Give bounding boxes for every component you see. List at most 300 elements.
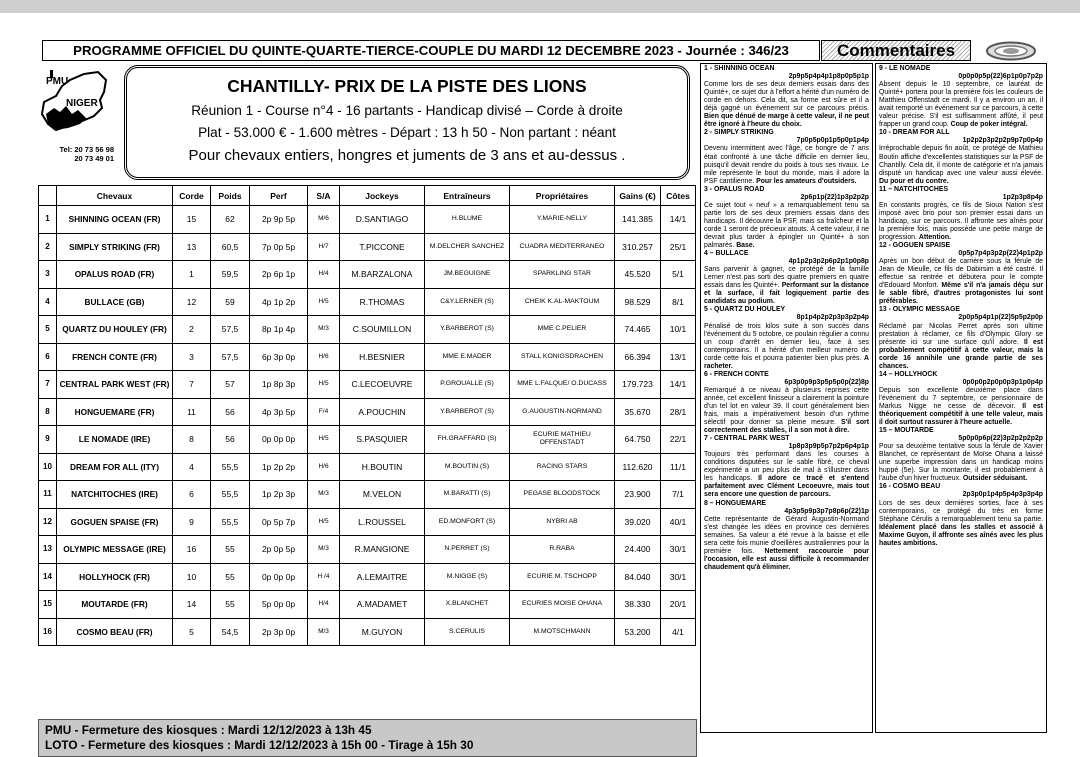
draw: 5	[173, 618, 211, 646]
draw: 14	[173, 591, 211, 619]
earnings: 23.900	[615, 481, 661, 509]
comment-verdict: Coup de poker intégral.	[950, 121, 1028, 129]
comment-entry	[704, 306, 869, 370]
comment-form-string: 7p0p5p0p1p5p0p1p4p	[796, 137, 869, 145]
earnings: 66.394	[615, 343, 661, 371]
recent-form: 4p 1p 2p	[250, 288, 308, 316]
weight: 57,5	[211, 316, 250, 344]
runners-table	[38, 185, 696, 646]
weight: 59,5	[211, 261, 250, 289]
table-row	[39, 316, 696, 344]
owner: ECURIE MATHIEU OFFENSTADT	[510, 426, 615, 454]
owner: MME L.FALQUE/ O.DUCASS	[510, 371, 615, 399]
trainer: MME E.MADER	[425, 343, 510, 371]
comment-entry	[879, 129, 1043, 185]
trainer: Y.BARBEROT (S)	[425, 316, 510, 344]
odds: 30/1	[661, 563, 696, 591]
runner-number: 2	[39, 233, 57, 261]
jockey: A.LEMAITRE	[340, 563, 425, 591]
comment-form-string: 2p6p1p(22)1p3p2p2p	[800, 193, 869, 201]
col-corde-header: Corde	[173, 186, 211, 206]
race-conditions: Plat - 53.000 € - 1.600 mètres - Départ : 13 h 50 - Non partant : néant	[198, 125, 616, 140]
table-row	[39, 371, 696, 399]
comment-horse-name: 11 – NATCHITOCHES	[879, 185, 949, 193]
odds: 14/1	[661, 371, 696, 399]
recent-form: 4p 3p 5p	[250, 398, 308, 426]
comment-horse-name: 9 - LE NOMADE	[879, 65, 931, 72]
comment-form-string: 1p2p2p3p2p2p9p7p0p4p	[962, 137, 1043, 145]
sex-age: H/7	[308, 233, 340, 261]
recent-form: 1p 2p 2p	[250, 453, 308, 481]
horse-name: SIMPLY STRIKING (FR)	[57, 233, 173, 261]
comment-text: Réclamé par Nicolas Perret après son ultime prestation à réclamer, ce fils d'Olympic Glory se présente ici sur une surface qu'il adore.	[879, 322, 1043, 346]
comment-horse-name: 5 - QUARTZ DU HOULEY	[704, 306, 786, 314]
col-chevaux-header: Chevaux	[57, 186, 173, 206]
recent-form: 0p 0p 0p	[250, 563, 308, 591]
comment-verdict: Base.	[736, 242, 755, 250]
odds: 25/1	[661, 233, 696, 261]
jockey: M.BARZALONA	[340, 261, 425, 289]
comment-form-string: 4p3p5p9p3p7p8p6p(22)1p	[784, 507, 869, 515]
runner-number: 14	[39, 563, 57, 591]
table-row	[39, 206, 696, 234]
weight: 55,5	[211, 453, 250, 481]
trainer: C&Y.LERNER (S)	[425, 288, 510, 316]
trainer: P.GROUALLE (S)	[425, 371, 510, 399]
draw: 6	[173, 481, 211, 509]
earnings: 310.257	[615, 233, 661, 261]
runner-number: 1	[39, 206, 57, 234]
comment-verdict: Bien que dénué de marge à cette valeur, il ne peut être ignoré à l'heure du choix.	[704, 113, 869, 129]
recent-form: 2p 0p 5p	[250, 536, 308, 564]
comment-form-string: 2p9p5p4p4p1p8p0p5p1p	[788, 73, 869, 81]
odds: 10/1	[661, 316, 696, 344]
comment-horse-name: 10 - DREAM FOR ALL	[879, 129, 950, 137]
comment-entry	[879, 306, 1043, 370]
sex-age: H/5	[308, 371, 340, 399]
comment-verdict: S'il sort correctement des stalles, il a son mot à dire.	[704, 419, 869, 435]
odds: 28/1	[661, 398, 696, 426]
draw: 3	[173, 343, 211, 371]
comment-text: Comme lors de ses deux derniers essais dans des Quinté+, ce sujet dur à l'effort a hérité d'un numéro de corde en dehors. Cela dit, sa forme est sûre et il a déjà gagné un événement sur ce parcours précis.	[704, 81, 869, 113]
recent-form: 7p 0p 5p	[250, 233, 308, 261]
runner-number: 16	[39, 618, 57, 646]
weight: 57	[211, 371, 250, 399]
comment-form-string: 2p3p0p1p4p5p4p3p3p4p	[962, 491, 1043, 499]
trainer: H.BLUME	[425, 206, 510, 234]
niger-map-icon	[40, 66, 114, 144]
weight: 55,5	[211, 508, 250, 536]
weight: 60,5	[211, 233, 250, 261]
table-row	[39, 426, 696, 454]
trainer: FH.GRAFFARD (S)	[425, 426, 510, 454]
earnings: 53.200	[615, 618, 661, 646]
comment-form-string: 1p2p3p8p4p	[1002, 193, 1043, 201]
earnings: 74.465	[615, 316, 661, 344]
trainer: M.DELCHER SANCHEZ	[425, 233, 510, 261]
table-row	[39, 288, 696, 316]
comment-verdict: Performant sur la distance et la surface, il fait logiquement partie des candidats au podium.	[704, 282, 869, 306]
trainer: JM.BEGUIGNE	[425, 261, 510, 289]
table-row	[39, 563, 696, 591]
comment-horse-name: 2 - SIMPLY STRIKING	[704, 129, 774, 137]
earnings: 84.040	[615, 563, 661, 591]
comment-text: Lors de ses deux dernières sorties, face à ses contemporains, ce protégé du très en forme Stéphane Cérulis a remarquablement tenu sa partie.	[879, 499, 1043, 523]
table-row	[39, 398, 696, 426]
odds: 20/1	[661, 591, 696, 619]
recent-form: 0p 0p 0p	[250, 426, 308, 454]
table-row	[39, 233, 696, 261]
comment-verdict: Outsider séduisant.	[962, 475, 1028, 483]
trainer: X.BLANCHET	[425, 591, 510, 619]
comments-column-2	[875, 63, 1047, 733]
horse-name: QUARTZ DU HOULEY (FR)	[57, 316, 173, 344]
recent-form: 5p 0p 0p	[250, 591, 308, 619]
comment-entry	[704, 435, 869, 499]
draw: 15	[173, 206, 211, 234]
runner-number: 4	[39, 288, 57, 316]
trainer: M.BARATTI (S)	[425, 481, 510, 509]
jockey: R.THOMAS	[340, 288, 425, 316]
comment-horse-name: 1 - SHINNING OCEAN	[704, 65, 775, 72]
jockey: S.PASQUIER	[340, 426, 425, 454]
jockey: M.VELON	[340, 481, 425, 509]
sex-age: M/3	[308, 316, 340, 344]
owner: M.MOTSCHMANN	[510, 618, 615, 646]
draw: 11	[173, 398, 211, 426]
weight: 55	[211, 536, 250, 564]
recent-form: 0p 5p 7p	[250, 508, 308, 536]
comment-verdict: Il est théoriquement compétitif à une telle valeur, mais il doit surtout rassurer à l'heure actuelle.	[879, 402, 1044, 427]
comment-text: En constants progrès, ce fils de Sioux Nation s'est imposé avec brio pour son premier essai dans un handicap, sur ce parcours. Il affronte ses aînés pour la première fois, mais possède une petite marge de progression.	[879, 201, 1043, 241]
sex-age: H /4	[308, 563, 340, 591]
sex-age: H/5	[308, 426, 340, 454]
trainer: M.BOUTIN (S)	[425, 453, 510, 481]
horse-name: OLYMPIC MESSAGE (IRE)	[57, 536, 173, 564]
comment-form-string: 6p3p0p9p3p5p5p0p(22)8p	[784, 378, 869, 386]
runner-number: 6	[39, 343, 57, 371]
runner-number: 8	[39, 398, 57, 426]
top-gray-bar	[0, 0, 1080, 13]
race-title: CHANTILLY- PRIX DE LA PISTE DES LIONS	[227, 76, 587, 96]
weight: 55	[211, 591, 250, 619]
earnings: 24.400	[615, 536, 661, 564]
comment-form-string: 2p0p5p4p1p(22)5p5p2p0p	[958, 314, 1043, 322]
runner-number: 15	[39, 591, 57, 619]
comment-text: Pénalisé de trois kilos suite à son succès dans l'événement du 5 octobre, ce poulain régulier a connu un coup d'arrêt en dernier lieu, face à ses contemporains. Il a hérité d'un meilleur numéro de corde cette fois et pourra patienter bien plus près.	[704, 322, 869, 362]
comment-text: Absent depuis le 10 septembre, ce lauréat de Quinté+ portera pour la première fois les couleurs de Matthieu Offenstadt ce mardi. Il y a environ un an, il avait remporté un événement sur ce parcours, à cette valeur précise. S'il est suffisamment affûté, il peut frapper un grand coup.	[879, 81, 1043, 129]
phone-numbers	[42, 145, 114, 163]
table-row	[39, 481, 696, 509]
horse-name: HONGUEMARE (FR)	[57, 398, 173, 426]
trainer: S.CERULIS	[425, 618, 510, 646]
commentaires-title: Commentaires	[836, 41, 956, 60]
horse-name: NATCHITOCHES (IRE)	[57, 481, 173, 509]
runner-number: 13	[39, 536, 57, 564]
owner: NYBRI AB	[510, 508, 615, 536]
owner: G.AUGUSTIN-NORMAND	[510, 398, 615, 426]
col-gains-header: Gains (€)	[615, 186, 661, 206]
trainer: M.NIGGE (S)	[425, 563, 510, 591]
col-entraineurs-header: Entraîneurs	[425, 186, 510, 206]
horse-name: BULLACE (GB)	[57, 288, 173, 316]
recent-form: 1p 8p 3p	[250, 371, 308, 399]
comment-text: Pour sa deuxième tentative sous la férule de Xavier Blanchet, ce représentant de Moïse Ohana a laissé une superbe impression dans un handicap moins huppé (5e). Sur la montante, il est probablement à l'aube d'un hiver fructueux.	[879, 443, 1043, 483]
horse-name: DREAM FOR ALL (ITY)	[57, 453, 173, 481]
phone-2: 20 73 49 01	[74, 154, 114, 163]
draw: 7	[173, 371, 211, 399]
owner: STALL KONIGSDRACHEN	[510, 343, 615, 371]
earnings: 35.670	[615, 398, 661, 426]
table-row	[39, 343, 696, 371]
comment-verdict: Nettement raccourcie pour l'occasion, elle est aussi difficile à recommander chaudement qu'à éliminer.	[704, 547, 869, 571]
weight: 56	[211, 426, 250, 454]
jockey: A.MADAMET	[340, 591, 425, 619]
race-eligibility: Pour chevaux entiers, hongres et juments de 3 ans et au-dessus .	[188, 147, 626, 164]
table-row	[39, 261, 696, 289]
comment-entry	[704, 186, 869, 250]
comment-verdict: Même s'il n'a jamais déçu sur le sable fibré, d'autres protagonistes lui sont préférables.	[879, 282, 1044, 306]
trainer: N.PERRET (S)	[425, 536, 510, 564]
earnings: 141.385	[615, 206, 661, 234]
trainer: Y.BARBEROT (S)	[425, 398, 510, 426]
comment-horse-name: 7 - CENTRAL PARK WEST	[704, 435, 790, 443]
trainer: ED.MONFORT (S)	[425, 508, 510, 536]
earnings: 38.330	[615, 591, 661, 619]
jockey: C.SOUMILLON	[340, 316, 425, 344]
col-cotes-header: Côtes	[661, 186, 696, 206]
program-title: PROGRAMME OFFICIEL DU QUINTE-QUARTE-TIERCE-COUPLE DU MARDI 12 DECEMBRE 2023 - Journée : 346/23	[42, 40, 820, 61]
pmu-niger-logo	[40, 66, 114, 144]
comments-column-1	[700, 63, 873, 733]
weight: 59	[211, 288, 250, 316]
comment-entry	[704, 371, 869, 435]
kiosk-closing-info	[38, 719, 697, 757]
horse-name: MOUTARDE (FR)	[57, 591, 173, 619]
comment-form-string: 0p5p7p4p3p2p(22)4p1p2p	[958, 250, 1043, 258]
comment-horse-name: 3 - OPALUS ROAD	[704, 185, 765, 193]
earnings: 45.520	[615, 261, 661, 289]
comment-verdict: Du pour et du contre.	[879, 177, 949, 185]
earnings: 179.723	[615, 371, 661, 399]
draw: 1	[173, 261, 211, 289]
sex-age: M/3	[308, 536, 340, 564]
table-row	[39, 453, 696, 481]
comment-horse-name: 8 – HONGUEMARE	[704, 499, 767, 507]
comment-text: Toujours très performant dans les courses à conditions disputées sur le sable fibré, ce cheval expérimenté a un peu plus de mal à s'illustrer dans les handicaps.	[704, 451, 869, 483]
comment-text: Devenu intermittent avec l'âge, ce hongre de 7 ans était confronté à une tâche difficile en dernier lieu, puisqu'il devait rendre du poids à tous ses rivaux. Le mile représente le bout du monde, mais il adore la PSF cantilienne.	[704, 145, 869, 185]
comment-form-string: 0p0p0p2p0p0p3p1p0p4p	[962, 378, 1043, 386]
comment-text: Ce sujet tout « neuf » a remarquablement tenu sa partie lors de ses deux premiers essais dans des handicaps. Il découvre la PSF, mais sa fraîcheur et la corde 1 seront de précieux atouts. À cette valeur, il ne devrait plus tarder à épingler un Quinté+ à son palmarès.	[704, 201, 869, 250]
odds: 22/1	[661, 426, 696, 454]
horse-name: SHINNING OCEAN (FR)	[57, 206, 173, 234]
col-num-header	[39, 186, 57, 206]
comment-form-string: 1p8p3p9p5p7p2p6p4p1p	[788, 443, 869, 451]
owner: MME C.PELIER	[510, 316, 615, 344]
table-header-row	[39, 186, 696, 206]
comment-text: Irréprochable depuis fin août, ce protégé de Mathieu Boutin affiche d'excellentes statistiques sur la PSF de Chantilly. Cela dit, il monte de catégorie et n'a jamais disputé un handicap avec une valeur aussi élevée.	[879, 145, 1043, 177]
sex-age: H/6	[308, 343, 340, 371]
eye-icon	[985, 41, 1037, 61]
horse-name: CENTRAL PARK WEST (FR)	[57, 371, 173, 399]
table-row	[39, 618, 696, 646]
recent-form: 6p 3p 0p	[250, 343, 308, 371]
table-row	[39, 508, 696, 536]
runner-number: 5	[39, 316, 57, 344]
draw: 8	[173, 426, 211, 454]
draw: 4	[173, 453, 211, 481]
comment-form-string: 0p0p0p5p(22)6p1p0p7p2p	[958, 73, 1043, 81]
table-row	[39, 591, 696, 619]
odds: 8/1	[661, 288, 696, 316]
col-poids-header: Poids	[211, 186, 250, 206]
col-jockeys-header: Jockeys	[340, 186, 425, 206]
earnings: 98.529	[615, 288, 661, 316]
col-perf-header: Perf	[250, 186, 308, 206]
comment-horse-name: 14 – HOLLYHOCK	[879, 370, 938, 378]
owner: SPARKLING STAR	[510, 261, 615, 289]
runner-number: 9	[39, 426, 57, 454]
sex-age: H/6	[308, 453, 340, 481]
owner: ECURIES MOISE OHANA	[510, 591, 615, 619]
owner: PEGASE BLOODSTOCK	[510, 481, 615, 509]
earnings: 64.750	[615, 426, 661, 454]
draw: 12	[173, 288, 211, 316]
pmu-closing: PMU - Fermeture des kiosques : Mardi 12/12/2023 à 13h 45	[45, 723, 372, 737]
comment-horse-name: 4 – BULLACE	[704, 250, 749, 258]
sex-age: M/3	[308, 481, 340, 509]
comment-verdict: A racheter.	[704, 354, 870, 370]
owner: RACING STARS	[510, 453, 615, 481]
comment-text: Depuis son excellente deuxième place dans l'événement du 7 septembre, ce pensionnaire de Markus Nigge ne cesse de décevoir.	[879, 386, 1043, 410]
comment-horse-name: 12 - GOGUEN SPAISE	[879, 242, 951, 250]
phone-1: Tel: 20 73 56 98	[59, 145, 114, 154]
svg-text:PMU: PMU	[46, 76, 69, 87]
owner: R.RABA	[510, 536, 615, 564]
comment-entry	[704, 250, 869, 306]
col-sa-header: S/A	[308, 186, 340, 206]
comment-entry	[704, 65, 869, 129]
comment-horse-name: 16 - COSMO BEAU	[879, 483, 941, 491]
comment-text: Cette représentante de Gérard Augustin-Normand s'est changée les idées en province ces dernières semaines. Sa valeur a été revue à la baisse et elle sera cette fois munie d'oeillères australiennes pour la première fois.	[704, 515, 869, 555]
draw: 10	[173, 563, 211, 591]
owner: CUADRA MEDITERRANEO	[510, 233, 615, 261]
sex-age: H/5	[308, 508, 340, 536]
odds: 13/1	[661, 343, 696, 371]
horse-name: FRENCH CONTE (FR)	[57, 343, 173, 371]
comment-text: Après un bon début de carrière sous la férule de Jean de Mieulle, ce fils de Dabirsim a été castré. Il effectue sa rentrée et débutera pour le compte d'Edouard Monfort.	[879, 258, 1043, 290]
comment-horse-name: 13 - OLYMPIC MESSAGE	[879, 306, 960, 314]
comment-text: Remarqué à ce niveau à plusieurs reprises cette année, cet excellent finisseur a clairement la pointure d'un tel lot en valeur 39. Il court généralement bien frais, mais a impérativement besoin d'un rythme sélectif pour donner sa pleine mesure.	[704, 386, 869, 427]
sex-age: H/4	[308, 261, 340, 289]
comment-entry	[879, 483, 1043, 547]
jockey: A.POUCHIN	[340, 398, 425, 426]
recent-form: 2p 6p 1p	[250, 261, 308, 289]
sex-age: H/4	[308, 591, 340, 619]
sex-age: M/3	[308, 618, 340, 646]
earnings: 112.620	[615, 453, 661, 481]
comment-verdict: Pour les amateurs d'outsiders.	[756, 177, 857, 185]
recent-form: 8p 1p 4p	[250, 316, 308, 344]
comment-form-string: 8p1p4p2p2p3p3p2p4p	[796, 314, 869, 322]
horse-name: LE NOMADE (IRE)	[57, 426, 173, 454]
runner-number: 11	[39, 481, 57, 509]
comment-horse-name: 15 – MOUTARDE	[879, 427, 934, 435]
table-row	[39, 536, 696, 564]
comment-form-string: 5p0p0p6p(22)3p2p2p2p2p	[958, 435, 1043, 443]
weight: 57,5	[211, 343, 250, 371]
comment-entry	[879, 186, 1043, 242]
recent-form: 2p 3p 0p	[250, 618, 308, 646]
comment-entry	[879, 65, 1043, 129]
jockey: L.ROUSSEL	[340, 508, 425, 536]
horse-name: GOGUEN SPAISE (FR)	[57, 508, 173, 536]
odds: 11/1	[661, 453, 696, 481]
owner: Y.MARIE-NELLY	[510, 206, 615, 234]
horse-name: OPALUS ROAD (FR)	[57, 261, 173, 289]
race-meeting: Réunion 1 - Course n°4 - 16 partants - Handicap divisé – Corde à droite	[191, 103, 623, 118]
runner-number: 10	[39, 453, 57, 481]
jockey: R.MANGIONE	[340, 536, 425, 564]
draw: 13	[173, 233, 211, 261]
runner-number: 7	[39, 371, 57, 399]
weight: 56	[211, 398, 250, 426]
jockey: H.BOUTIN	[340, 453, 425, 481]
weight: 62	[211, 206, 250, 234]
sex-age: F/4	[308, 398, 340, 426]
draw: 16	[173, 536, 211, 564]
jockey: C.LECOEUVRE	[340, 371, 425, 399]
loto-closing: LOTO - Fermeture des kiosques : Mardi 12/12/2023 à 15h 00 - Tirage à 15h 30	[45, 738, 474, 752]
owner: ECURIE M. TSCHOPP	[510, 563, 615, 591]
comment-entry	[879, 427, 1043, 483]
commentaires-banner	[821, 40, 971, 61]
jockey: H.BESNIER	[340, 343, 425, 371]
earnings: 39.020	[615, 508, 661, 536]
odds: 30/1	[661, 536, 696, 564]
runner-number: 12	[39, 508, 57, 536]
comment-entry	[879, 242, 1043, 306]
sex-age: H/5	[308, 288, 340, 316]
comment-verdict: Il adore ce tracé et s'entend parfaitement avec Clément Lecoeuvre, mais tout sera encore une question de parcours.	[704, 475, 869, 499]
comment-horse-name: 6 - FRENCH CONTE	[704, 370, 769, 378]
odds: 40/1	[661, 508, 696, 536]
odds: 4/1	[661, 618, 696, 646]
weight: 55,5	[211, 481, 250, 509]
odds: 14/1	[661, 206, 696, 234]
comment-form-string: 4p1p2p3p2p6p2p1p0p8p	[788, 258, 869, 266]
jockey: T.PICCONE	[340, 233, 425, 261]
comment-entry	[879, 371, 1043, 427]
comment-entry	[704, 129, 869, 185]
sex-age: M/6	[308, 206, 340, 234]
recent-form: 1p 2p 3p	[250, 481, 308, 509]
svg-text:NIGER: NIGER	[66, 98, 98, 109]
recent-form: 2p 9p 5p	[250, 206, 308, 234]
horse-name: COSMO BEAU (FR)	[57, 618, 173, 646]
draw: 2	[173, 316, 211, 344]
horse-name: HOLLYHOCK (FR)	[57, 563, 173, 591]
owner: CHEIK K.AL-MAKTOUM	[510, 288, 615, 316]
comment-verdict: Attention.	[918, 233, 951, 241]
comment-verdict: Il est probablement compétitif à cette valeur, mais la corde 16 annihile une grande partie de ses chances.	[879, 338, 1044, 370]
race-info-box	[124, 65, 690, 180]
weight: 54,5	[211, 618, 250, 646]
odds: 5/1	[661, 261, 696, 289]
comment-entry	[704, 500, 869, 572]
comment-text: Sans parvenir à gagner, ce protégé de la famille Lerner n'est pas sorti des quatre premiers en quatre essais dans les Quinté+.	[704, 266, 869, 290]
draw: 9	[173, 508, 211, 536]
